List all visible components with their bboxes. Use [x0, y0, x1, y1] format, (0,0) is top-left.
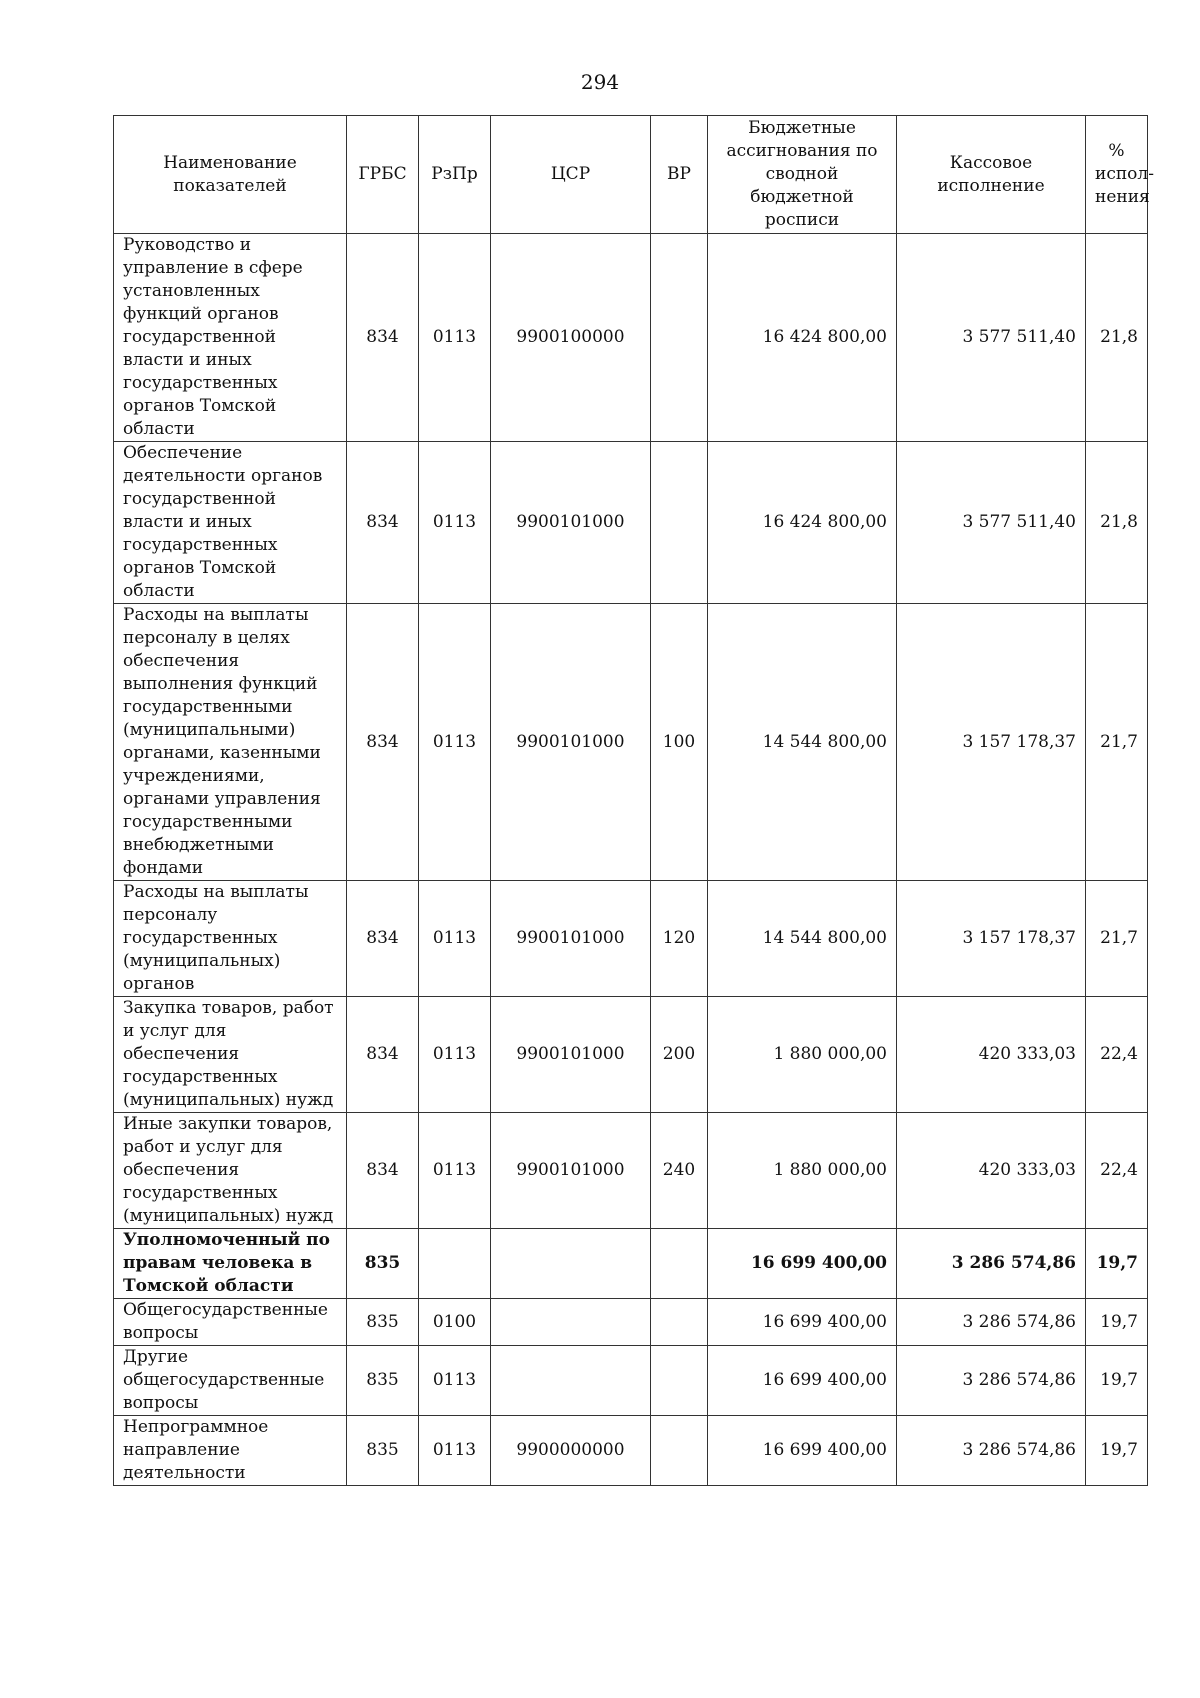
row-csr-cell: 9900101000 — [491, 442, 651, 604]
row-vr-cell — [651, 442, 708, 604]
header-grbs: ГРБС — [347, 116, 419, 234]
row-rzpr-cell: 0113 — [419, 1346, 491, 1416]
row-vr-cell: 120 — [651, 881, 708, 997]
row-assignments-cell: 16 699 400,00 — [708, 1229, 897, 1299]
row-name-cell: Расходы на выплаты персоналу государственных (муниципальных) органов — [114, 881, 347, 997]
row-cash-execution-cell: 3 286 574,86 — [897, 1229, 1086, 1299]
row-csr-cell: 9900101000 — [491, 881, 651, 997]
row-cash-execution-cell: 3 157 178,37 — [897, 881, 1086, 997]
table-row — [114, 1346, 1148, 1416]
row-name-cell: Непрограммное направление деятельности — [114, 1416, 347, 1486]
page-number: 294 — [580, 70, 620, 94]
row-csr-cell — [491, 1299, 651, 1346]
row-grbs-cell: 834 — [347, 604, 419, 881]
row-cash-execution-cell: 3 577 511,40 — [897, 442, 1086, 604]
row-rzpr-cell: 0113 — [419, 881, 491, 997]
row-rzpr-cell: 0113 — [419, 997, 491, 1113]
row-name-cell: Обеспечение деятельности органов государственной власти и иных государственных органов Томской области — [114, 442, 347, 604]
header-vr: ВР — [651, 116, 708, 234]
row-assignments-cell: 16 699 400,00 — [708, 1299, 897, 1346]
row-assignments-cell: 14 544 800,00 — [708, 881, 897, 997]
row-cash-execution-cell: 420 333,03 — [897, 997, 1086, 1113]
row-percent-cell: 21,7 — [1086, 604, 1148, 881]
table-row — [114, 442, 1148, 604]
row-rzpr-cell: 0113 — [419, 604, 491, 881]
row-csr-cell: 9900101000 — [491, 604, 651, 881]
table-row — [114, 234, 1148, 442]
row-percent-cell: 19,7 — [1086, 1416, 1148, 1486]
row-cash-execution-cell: 3 286 574,86 — [897, 1299, 1086, 1346]
row-percent-cell: 21,8 — [1086, 442, 1148, 604]
row-csr-cell — [491, 1346, 651, 1416]
table-row — [114, 604, 1148, 881]
row-csr-cell — [491, 1229, 651, 1299]
row-cash-execution-cell: 3 157 178,37 — [897, 604, 1086, 881]
table-body — [114, 234, 1148, 1486]
row-name-cell: Другие общегосударственные вопросы — [114, 1346, 347, 1416]
table-row — [114, 1113, 1148, 1229]
row-name-cell: Общегосударственные вопросы — [114, 1299, 347, 1346]
table-row — [114, 1299, 1148, 1346]
row-cash-execution-cell: 3 577 511,40 — [897, 234, 1086, 442]
row-vr-cell — [651, 1416, 708, 1486]
row-rzpr-cell — [419, 1229, 491, 1299]
row-assignments-cell: 1 880 000,00 — [708, 997, 897, 1113]
table-header-row — [114, 116, 1148, 234]
row-assignments-cell: 16 699 400,00 — [708, 1346, 897, 1416]
header-percent-execution: % испол-нения — [1086, 116, 1148, 234]
row-percent-cell: 21,7 — [1086, 881, 1148, 997]
row-assignments-cell: 14 544 800,00 — [708, 604, 897, 881]
row-name-cell: Руководство и управление в сфере установленных функций органов государственной власти и иных государственных органов Томской области — [114, 234, 347, 442]
budget-table — [113, 115, 1154, 1486]
row-percent-cell: 21,8 — [1086, 234, 1148, 442]
row-assignments-cell: 16 699 400,00 — [708, 1416, 897, 1486]
row-grbs-cell: 834 — [347, 234, 419, 442]
table-row — [114, 1416, 1148, 1486]
row-cash-execution-cell: 3 286 574,86 — [897, 1346, 1086, 1416]
header-rzpr: РзПр — [419, 116, 491, 234]
row-grbs-cell: 834 — [347, 442, 419, 604]
table-row — [114, 1229, 1148, 1299]
table-row — [114, 997, 1148, 1113]
row-grbs-cell: 834 — [347, 1113, 419, 1229]
row-grbs-cell: 834 — [347, 997, 419, 1113]
row-vr-cell — [651, 1229, 708, 1299]
row-vr-cell: 240 — [651, 1113, 708, 1229]
header-assignments: Бюджетные ассигнования по сводной бюджетной росписи — [708, 116, 897, 234]
row-cash-execution-cell: 3 286 574,86 — [897, 1416, 1086, 1486]
row-assignments-cell: 16 424 800,00 — [708, 442, 897, 604]
row-grbs-cell: 834 — [347, 881, 419, 997]
header-name: Наименование показателей — [114, 116, 347, 234]
row-cash-execution-cell: 420 333,03 — [897, 1113, 1086, 1229]
row-rzpr-cell: 0113 — [419, 234, 491, 442]
row-csr-cell: 9900101000 — [491, 1113, 651, 1229]
row-vr-cell — [651, 234, 708, 442]
row-name-cell: Расходы на выплаты персоналу в целях обеспечения выполнения функций государственными (муниципальными) органами, казенными учреждениями, органами управления государственными внебюджетными фондами — [114, 604, 347, 881]
row-vr-cell: 100 — [651, 604, 708, 881]
row-vr-cell: 200 — [651, 997, 708, 1113]
row-assignments-cell: 16 424 800,00 — [708, 234, 897, 442]
row-rzpr-cell: 0100 — [419, 1299, 491, 1346]
table-row — [114, 881, 1148, 997]
row-name-cell: Уполномоченный по правам человека в Томской области — [114, 1229, 347, 1299]
row-grbs-cell: 835 — [347, 1229, 419, 1299]
row-assignments-cell: 1 880 000,00 — [708, 1113, 897, 1229]
row-name-cell: Иные закупки товаров, работ и услуг для обеспечения государственных (муниципальных) нужд — [114, 1113, 347, 1229]
row-grbs-cell: 835 — [347, 1299, 419, 1346]
row-csr-cell: 9900100000 — [491, 234, 651, 442]
row-csr-cell: 9900101000 — [491, 997, 651, 1113]
row-grbs-cell: 835 — [347, 1346, 419, 1416]
row-percent-cell: 19,7 — [1086, 1346, 1148, 1416]
row-name-cell: Закупка товаров, работ и услуг для обеспечения государственных (муниципальных) нужд — [114, 997, 347, 1113]
row-grbs-cell: 835 — [347, 1416, 419, 1486]
header-csr: ЦСР — [491, 116, 651, 234]
row-percent-cell: 22,4 — [1086, 1113, 1148, 1229]
header-cash-execution: Кассовое исполнение — [897, 116, 1086, 234]
row-rzpr-cell: 0113 — [419, 1113, 491, 1229]
row-percent-cell: 22,4 — [1086, 997, 1148, 1113]
row-vr-cell — [651, 1346, 708, 1416]
row-rzpr-cell: 0113 — [419, 1416, 491, 1486]
row-rzpr-cell: 0113 — [419, 442, 491, 604]
row-percent-cell: 19,7 — [1086, 1229, 1148, 1299]
row-csr-cell: 9900000000 — [491, 1416, 651, 1486]
row-percent-cell: 19,7 — [1086, 1299, 1148, 1346]
row-vr-cell — [651, 1299, 708, 1346]
